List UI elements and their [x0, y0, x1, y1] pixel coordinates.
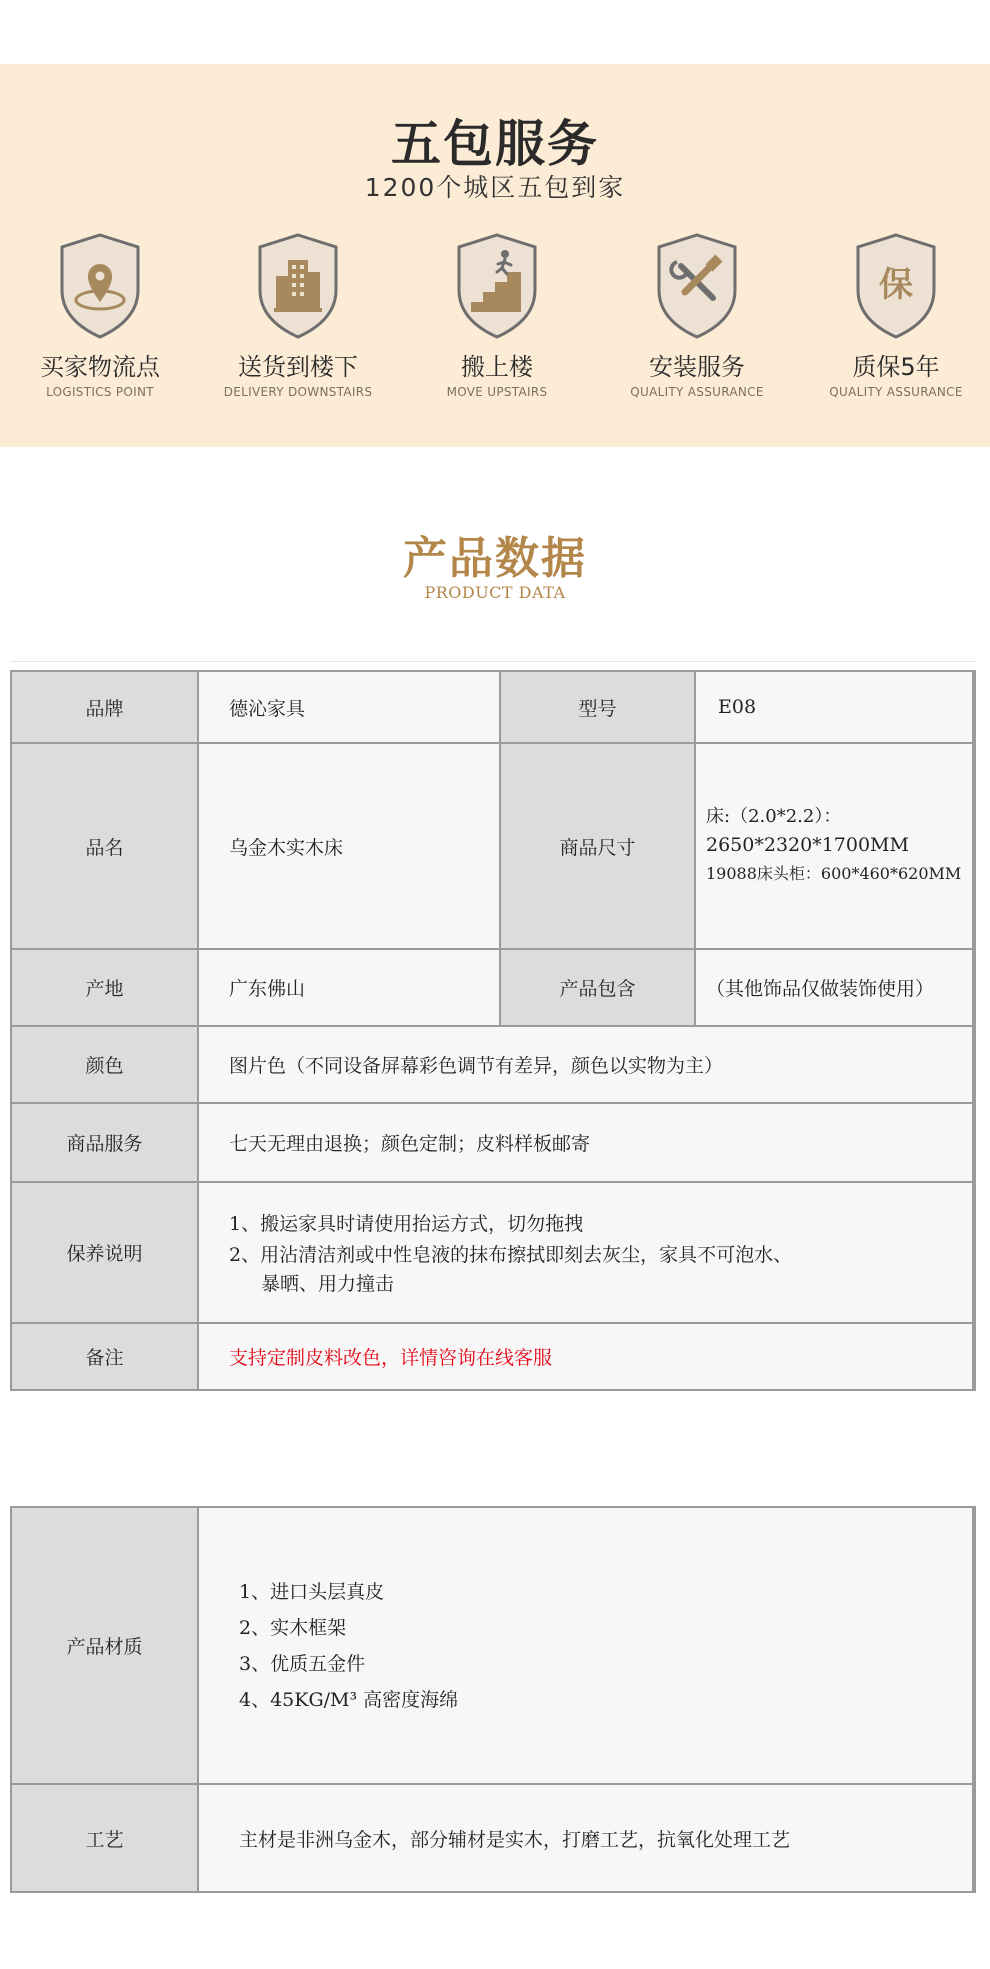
- service-name: 安装服务: [649, 353, 745, 381]
- size-label: 商品尺寸: [501, 744, 696, 950]
- service-logistics-point: [0, 232, 200, 400]
- name-value: 乌金木实木床: [199, 744, 501, 950]
- model-value: E08: [696, 672, 974, 744]
- materials-table: [10, 1506, 976, 1893]
- service-english: QUALITY ASSURANCE: [829, 385, 963, 399]
- stairs-person-icon: [455, 232, 539, 340]
- craft-label: 工艺: [12, 1785, 199, 1891]
- name-label: 品名: [12, 744, 199, 950]
- color-label: 颜色: [12, 1027, 199, 1104]
- includes-label: 产品包含: [501, 950, 696, 1027]
- size-line: 19088床头柜：600*460*620MM: [706, 864, 962, 883]
- note-value: 支持定制皮料改色，详情咨询在线客服: [199, 1324, 974, 1389]
- service-english: QUALITY ASSURANCE: [630, 385, 764, 399]
- service-name: 质保5年: [852, 353, 940, 381]
- material-item: 2、实木框架: [239, 1616, 347, 1639]
- divider: [10, 661, 976, 662]
- service-warranty: [796, 232, 990, 400]
- spec-table: [10, 670, 976, 1391]
- service-english: LOGISTICS POINT: [46, 385, 154, 399]
- note-label: 备注: [12, 1324, 199, 1389]
- service-name: 买家物流点: [40, 353, 160, 381]
- brand-label: 品牌: [12, 672, 199, 744]
- service-english: DELIVERY DOWNSTAIRS: [223, 385, 373, 399]
- location-pin-icon: [58, 232, 142, 340]
- material-item: 1、进口头层真皮: [239, 1580, 385, 1603]
- care-line: 1、搬运家具时请使用抬运方式，切勿拖拽: [229, 1212, 584, 1235]
- service-name: 送货到楼下: [238, 353, 358, 381]
- service-delivery-downstairs: [198, 232, 398, 400]
- size-line: 2650*2320*1700MM: [706, 834, 909, 856]
- care-value: [199, 1183, 974, 1324]
- size-line: 床:（2.0*2.2）：: [706, 806, 842, 827]
- tools-icon: [655, 232, 739, 340]
- building-icon: [256, 232, 340, 340]
- includes-value: （其他饰品仅做装饰使用）: [696, 950, 974, 1027]
- material-value: [199, 1508, 974, 1785]
- brand-value: 德沁家具: [199, 672, 501, 744]
- size-value: [696, 744, 974, 950]
- service-move-upstairs: [397, 232, 597, 400]
- material-item: 4、45KG/M³ 高密度海绵: [239, 1688, 459, 1711]
- material-item: 3、优质五金件: [239, 1652, 366, 1675]
- care-line: 暴晒、用力撞击: [261, 1272, 395, 1295]
- care-line: 2、用沾清洁剂或中性皂液的抹布擦拭即刻去灰尘，家具不可泡水、: [229, 1243, 793, 1266]
- banner-title: 五包服务: [391, 115, 599, 173]
- service-english: MOVE UPSTAIRS: [446, 385, 548, 399]
- color-value: 图片色（不同设备屏幕彩色调节有差异，颜色以实物为主）: [199, 1027, 974, 1104]
- section-title: 产品数据: [403, 533, 587, 584]
- service-value: 七天无理由退换；颜色定制；皮料样板邮寄: [199, 1104, 974, 1183]
- model-label: 型号: [501, 672, 696, 744]
- origin-label: 产地: [12, 950, 199, 1027]
- service-banner: [0, 64, 990, 447]
- material-label: 产品材质: [12, 1508, 199, 1785]
- service-installation: [597, 232, 797, 400]
- origin-value: 广东佛山: [199, 950, 501, 1027]
- service-name: 搬上楼: [461, 353, 533, 381]
- craft-value: 主材是非洲乌金木，部分辅材是实木，打磨工艺，抗氧化处理工艺: [199, 1785, 974, 1891]
- care-label: 保养说明: [12, 1183, 199, 1324]
- guarantee-glyph: 保: [879, 265, 913, 305]
- section-subtitle: PRODUCT DATA: [424, 583, 566, 602]
- guarantee-icon: [854, 232, 938, 340]
- banner-subtitle: 1200个城区五包到家: [364, 173, 626, 202]
- service-label: 商品服务: [12, 1104, 199, 1183]
